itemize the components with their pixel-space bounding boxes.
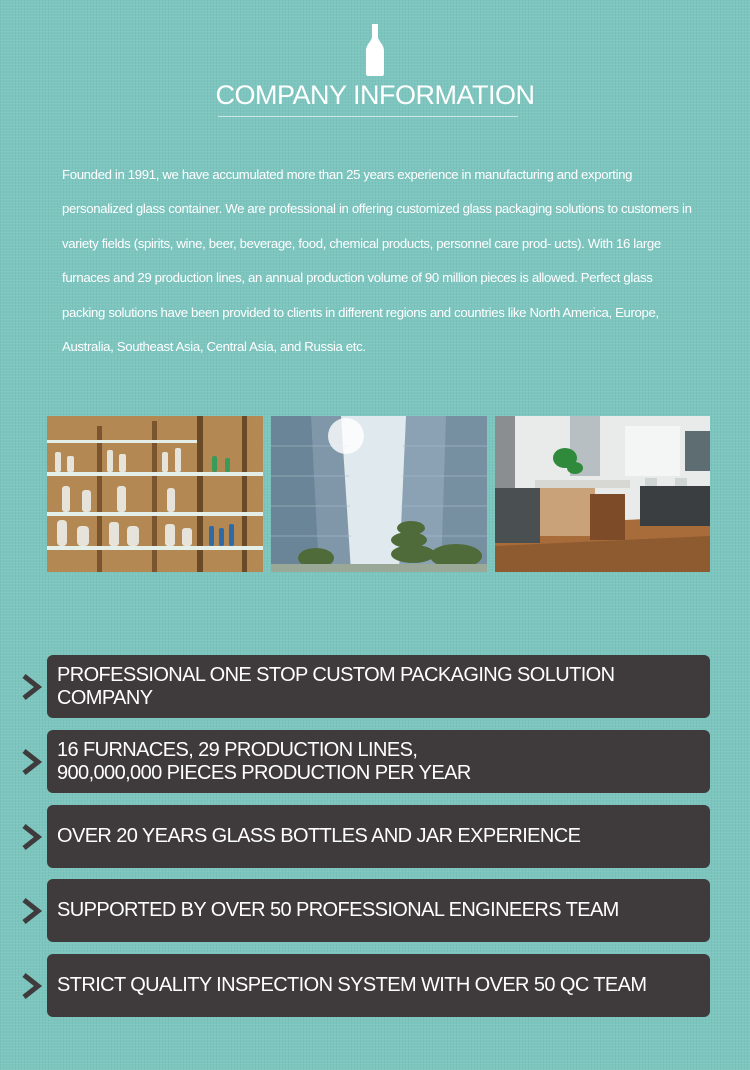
chevron-right-icon <box>18 823 46 851</box>
feature-text: SUPPORTED BY OVER 50 PROFESSIONAL ENGINEERS TEAM <box>57 899 619 921</box>
feature-item <box>18 954 710 1017</box>
chevron-right-icon <box>18 897 46 925</box>
office-tower-photo <box>271 416 487 572</box>
company-intro-text: Founded in 1991, we have accumulated more than 25 years experience in manufacturing and exporting personalized glass container. We are professional in offering customized glass packaging solutions to customers in variety fields (spirits, wine, beer, beverage, food, chemical products, personnel care prod- ucts). With 16 large furnaces and 29 production lines, an annual production volume of 90 million pieces is allowed. Perfect glass packing solutions have been provided to clients in different regions and countries like North America, Europe, Australia, Southeast Asia, Central Asia, and Russia etc. <box>62 167 692 355</box>
chevron-right-icon <box>18 748 46 776</box>
feature-item <box>18 805 710 868</box>
feature-text: 16 FURNACES, 29 PRODUCTION LINES, 900,000,000 PIECES PRODUCTION PER YEAR <box>57 738 471 784</box>
feature-box <box>47 805 710 868</box>
feature-item <box>18 655 710 718</box>
office-interior-photo <box>495 416 710 572</box>
feature-text: STRICT QUALITY INSPECTION SYSTEM WITH OVER 50 QC TEAM <box>57 974 647 996</box>
feature-text: OVER 20 YEARS GLASS BOTTLES AND JAR EXPERIENCE <box>57 825 581 847</box>
chevron-right-icon <box>18 673 46 701</box>
title-divider <box>218 116 518 117</box>
page-title: COMPANY INFORMATION <box>215 80 535 110</box>
feature-box <box>47 954 710 1017</box>
feature-box <box>47 879 710 942</box>
feature-item <box>18 879 710 942</box>
showroom-shelves-photo <box>47 416 263 572</box>
feature-item <box>18 730 710 793</box>
bottle-icon <box>365 24 385 76</box>
feature-box <box>47 655 710 718</box>
feature-text: PROFESSIONAL ONE STOP CUSTOM PACKAGING SOLUTION COMPANY <box>57 663 615 709</box>
chevron-right-icon <box>18 972 46 1000</box>
feature-box <box>47 730 710 793</box>
